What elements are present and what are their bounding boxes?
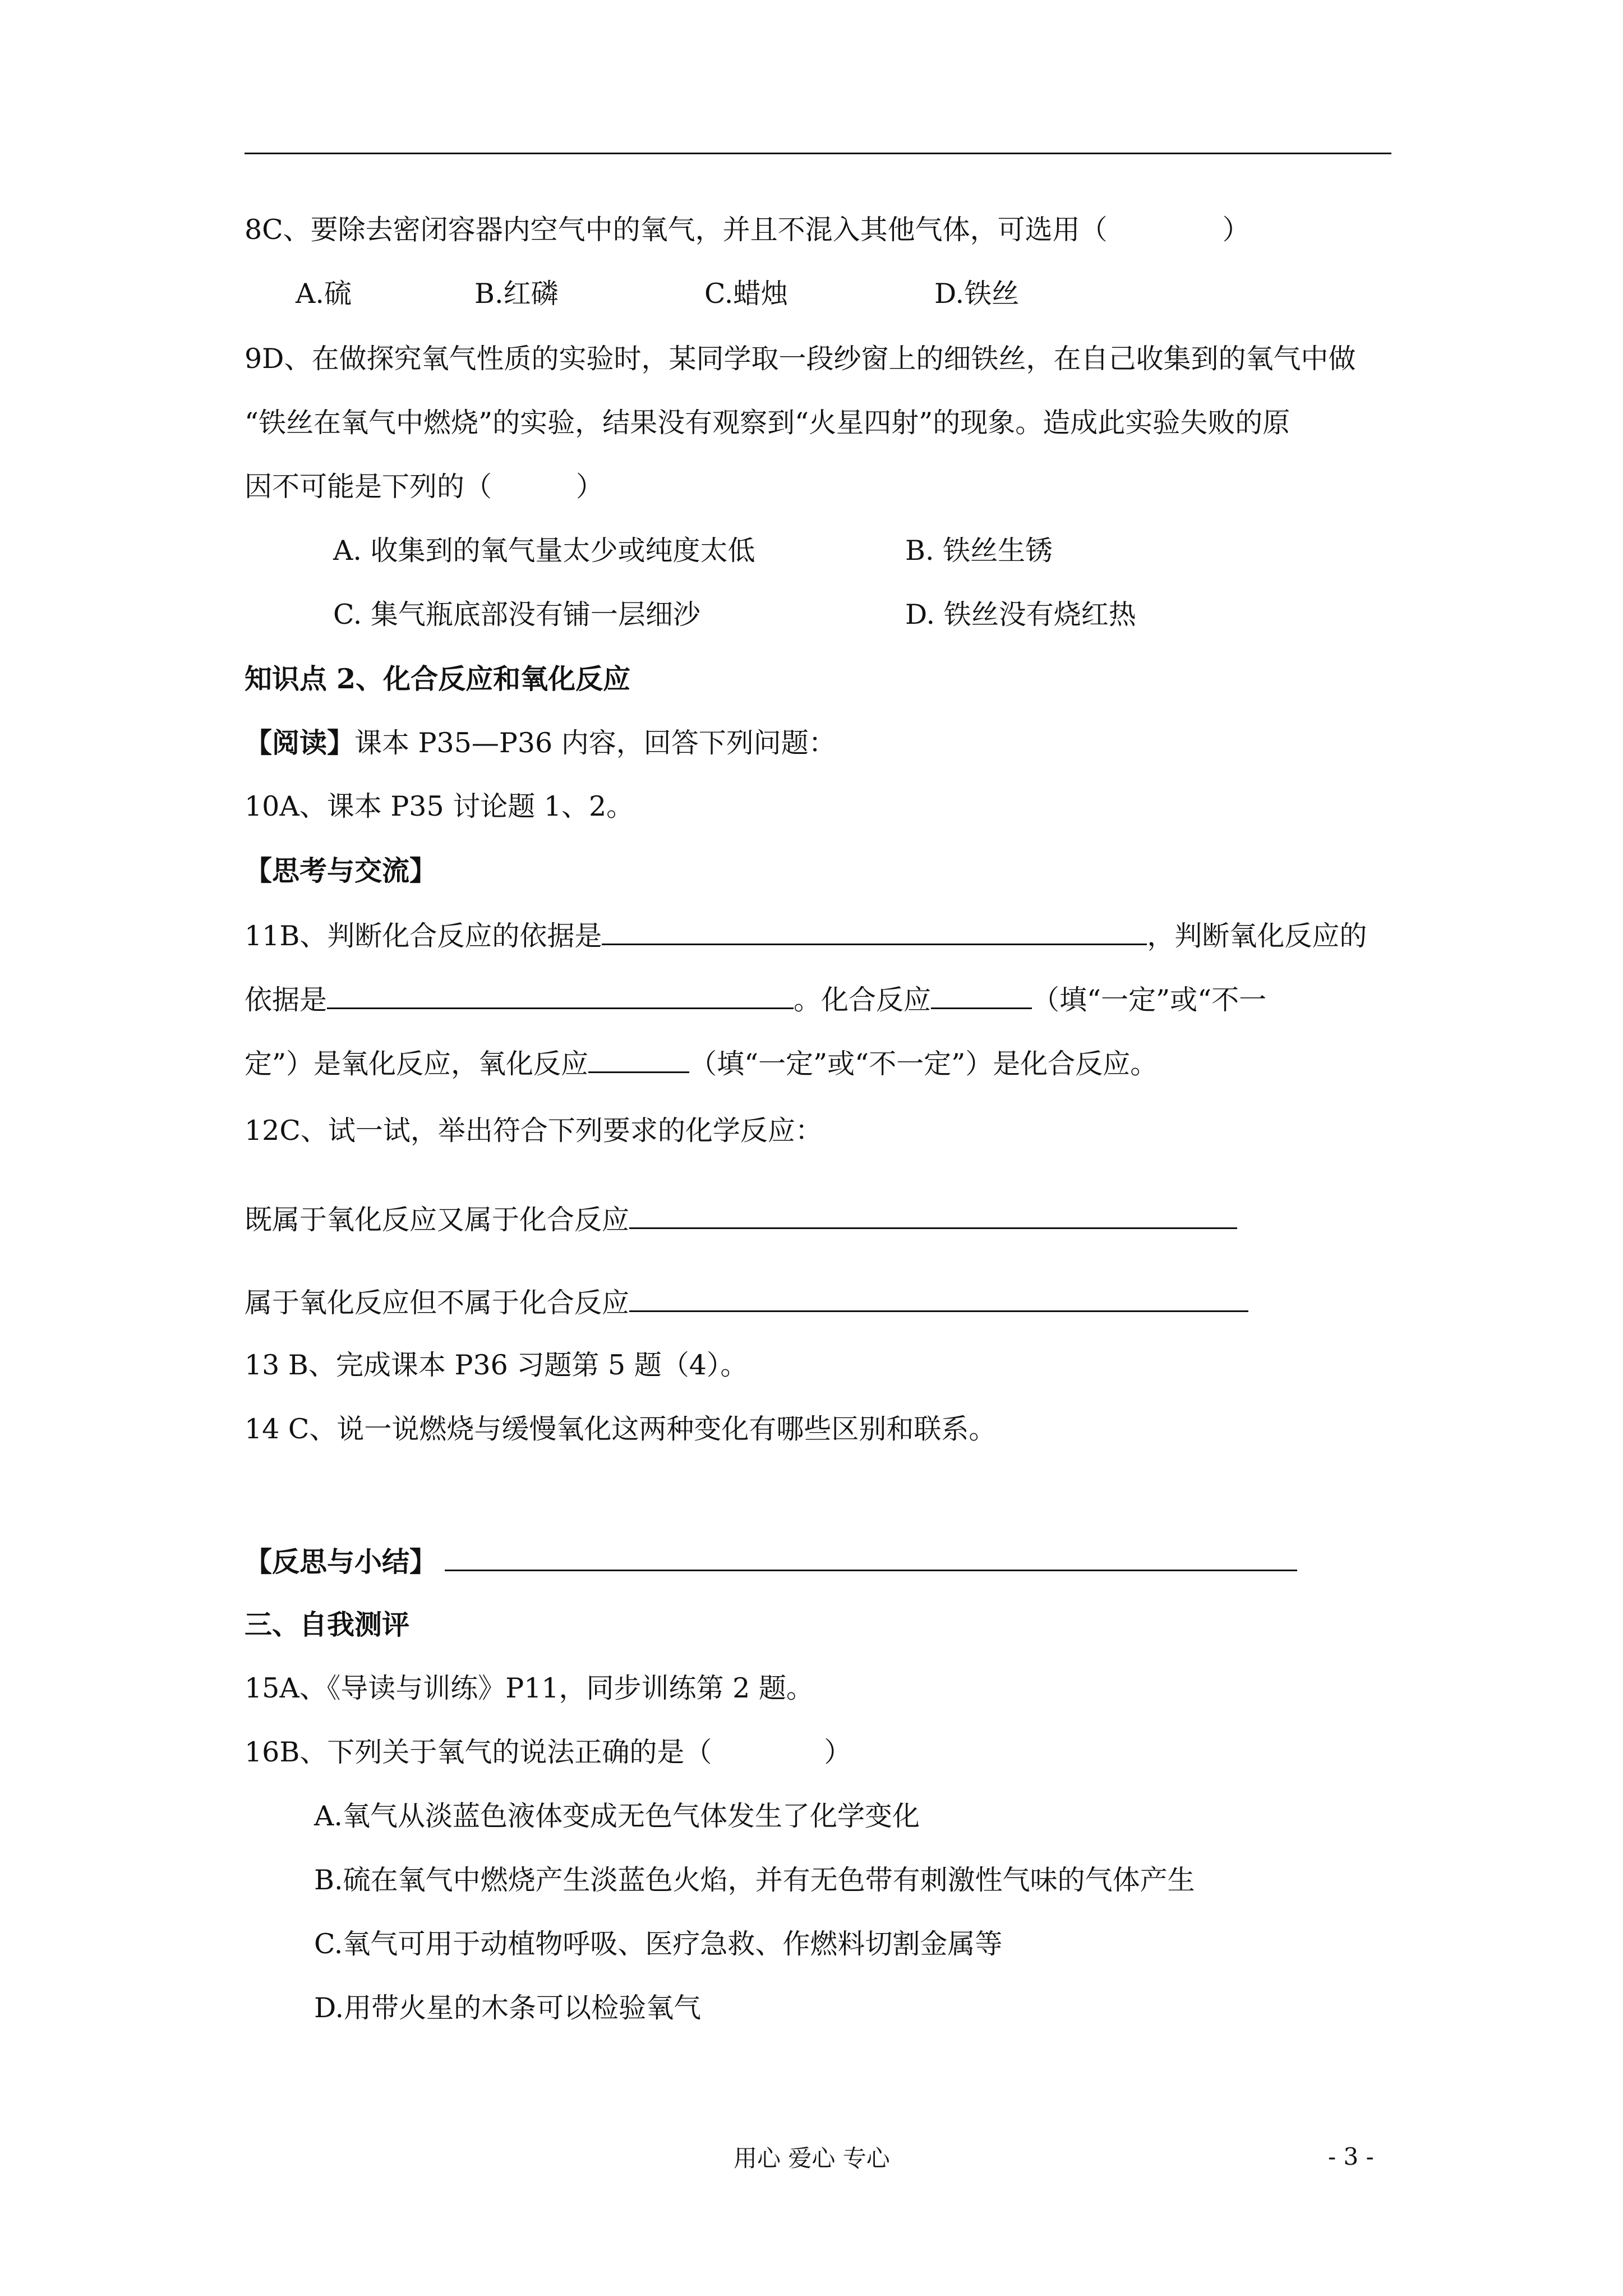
q8-option-a: A.硫 — [296, 278, 352, 310]
q8-option-b: B.红磷 — [474, 278, 559, 310]
kp2-heading: 知识点 2、化合反应和氧化反应 — [245, 662, 631, 695]
q12-stem: 12C、试一试，举出符合下列要求的化学反应： — [245, 1115, 823, 1147]
q11-line1 — [245, 918, 1367, 953]
header-rule — [245, 153, 1391, 154]
q11-blank-3[interactable] — [931, 982, 1032, 1009]
q16-stem-text: 16B、下列关于氧气的说法正确的是（ — [245, 1736, 712, 1768]
q16-option-a: A.氧气从淡蓝色液体变成无色气体发生了化学变化 — [314, 1800, 920, 1832]
q14: 14 C、说一说燃烧与缓慢氧化这两种变化有哪些区别和联系。 — [245, 1413, 997, 1445]
q9-line1: 9D、在做探究氧气性质的实验时，某同学取一段纱窗上的细铁丝，在自己收集到的氧气中做 — [245, 343, 1356, 375]
q8-option-c: C.蜡烛 — [704, 278, 789, 310]
q8-close: ） — [1222, 214, 1250, 246]
q11-part4: 。化合反应 — [794, 984, 932, 1016]
q11-part1: 11B、判断化合反应的依据是 — [245, 920, 602, 952]
q15: 15A、《导读与训练》P11，同步训练第 2 题。 — [245, 1672, 814, 1704]
q10: 10A、课本 P35 讨论题 1、2。 — [245, 790, 634, 822]
q12-blank-2[interactable] — [629, 1285, 1248, 1312]
q12-line1 — [245, 1202, 1237, 1237]
q11-part7: （填“一定”或“不一定”）是化合反应。 — [689, 1048, 1158, 1080]
q11-part3: 依据是 — [245, 984, 328, 1016]
q16-option-c: C.氧气可用于动植物呼吸、医疗急救、作燃料切割金属等 — [314, 1928, 1003, 1960]
q9-line2: “铁丝在氧气中燃烧”的实验，结果没有观察到“火星四射”的现象。造成此实验失败的原 — [245, 407, 1290, 439]
q11-blank-1[interactable] — [602, 918, 1147, 945]
section3-heading: 三、自我测评 — [245, 1608, 410, 1641]
q9-option-a: A. 收集到的氧气量太少或纯度太低 — [333, 535, 755, 567]
q9-close: ） — [576, 471, 604, 503]
q16-option-d: D.用带火星的木条可以检验氧气 — [314, 1992, 702, 2024]
reading-line — [245, 726, 836, 760]
reflect-line — [245, 1544, 1297, 1579]
q12-blank-1[interactable] — [629, 1202, 1237, 1229]
q11-blank-2[interactable] — [327, 982, 794, 1009]
q9-option-c: C. 集气瓶底部没有铺一层细沙 — [333, 599, 700, 631]
reading-text: 课本 P35—P36 内容，回答下列问题： — [354, 727, 836, 759]
page-number: - 3 - — [1328, 2143, 1374, 2170]
reflect-heading: 【反思与小结】 — [245, 1545, 437, 1578]
q8-option-d: D.铁丝 — [934, 278, 1020, 310]
q9-option-d: D. 铁丝没有烧红热 — [905, 599, 1136, 631]
q11-blank-4[interactable] — [588, 1046, 689, 1073]
q16-close: ） — [824, 1736, 852, 1768]
q12-line1-text: 既属于氧化反应又属于化合反应 — [245, 1204, 630, 1236]
q11-line3 — [245, 1046, 1158, 1081]
think-heading: 【思考与交流】 — [245, 854, 437, 887]
q9-option-b: B. 铁丝生锈 — [905, 535, 1053, 567]
q16-option-b: B.硫在氧气中燃烧产生淡蓝色火焰，并有无色带有刺激性气味的气体产生 — [314, 1864, 1195, 1896]
reading-tag: 【阅读】 — [245, 726, 355, 759]
q12-line2 — [245, 1285, 1248, 1320]
q12-line2-text: 属于氧化反应但不属于化合反应 — [245, 1287, 630, 1319]
q13: 13 B、完成课本 P36 习题第 5 题（4）。 — [245, 1349, 748, 1381]
q11-line2 — [245, 982, 1266, 1017]
q16-stem — [245, 1736, 851, 1769]
reflect-blank[interactable] — [445, 1544, 1297, 1571]
footer-center: 用心 爱心 专心 — [734, 2145, 890, 2172]
q9-line3-text: 因不可能是下列的（ — [245, 471, 492, 503]
q9-line3 — [245, 470, 603, 504]
q11-part6: 定”）是氧化反应，氧化反应 — [245, 1048, 589, 1080]
q11-part5: （填“一定”或“不一 — [1032, 984, 1267, 1016]
q8-stem-text: 8C、要除去密闭容器内空气中的氧气，并且不混入其他气体，可选用（ — [245, 214, 1108, 246]
q8-stem — [245, 213, 1250, 247]
q11-part2: ，判断氧化反应的 — [1147, 920, 1367, 952]
